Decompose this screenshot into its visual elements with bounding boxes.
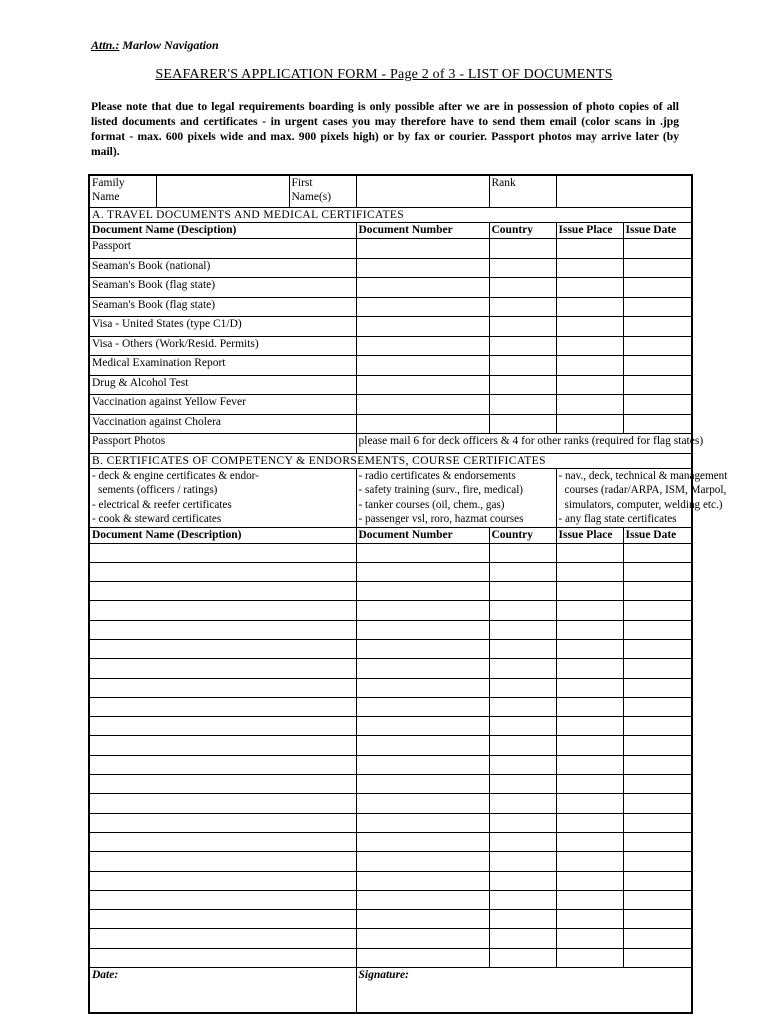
document-label: Visa - United States (type C1/D) — [89, 317, 356, 337]
issue-date-cell[interactable] — [623, 929, 692, 948]
issue-place-cell[interactable] — [556, 278, 623, 298]
issue-date-cell[interactable] — [623, 813, 692, 832]
first-names-label: First Name(s) — [289, 175, 356, 208]
cert-type-line: - cook & steward certificates — [92, 513, 222, 525]
cert-type-line: - passenger vsl, roro, hazmat courses — [358, 513, 524, 525]
cert-type-line: - nav., deck, technical & management — [558, 469, 728, 482]
document-number-cell[interactable] — [356, 414, 489, 434]
document-name-cell[interactable] — [89, 659, 356, 678]
document-number-cell[interactable] — [356, 395, 489, 415]
issue-date-cell[interactable] — [623, 582, 692, 601]
certificate-entry-row — [89, 639, 692, 658]
cert-type-line: simulators, computer, welding etc.) — [564, 498, 723, 511]
document-name-cell[interactable] — [89, 736, 356, 755]
document-row — [89, 258, 692, 278]
document-name-cell[interactable] — [89, 543, 356, 562]
country-cell[interactable] — [489, 697, 556, 716]
document-number-cell[interactable] — [356, 794, 489, 813]
certificate-entry-row — [89, 562, 692, 581]
issue-place-cell[interactable] — [556, 317, 623, 337]
document-name-cell[interactable] — [89, 620, 356, 639]
issue-date-cell[interactable] — [623, 395, 692, 415]
cert-type-line: - radio certificates & endorsements — [358, 469, 516, 482]
certificate-entry-row — [89, 697, 692, 716]
issue-place-cell[interactable] — [556, 582, 623, 601]
country-cell[interactable] — [489, 659, 556, 678]
family-name-label: Family Name — [89, 175, 156, 208]
country-cell[interactable] — [489, 678, 556, 697]
issue-date-cell[interactable] — [623, 948, 692, 967]
document-row — [89, 414, 692, 434]
document-label: Vaccination against Yellow Fever — [89, 395, 356, 415]
country-cell[interactable] — [489, 562, 556, 581]
certificate-entry-row — [89, 832, 692, 851]
documents-table — [88, 174, 728, 1014]
issue-date-cell[interactable] — [623, 659, 692, 678]
document-name-cell[interactable] — [89, 775, 356, 794]
document-name-cell[interactable] — [89, 678, 356, 697]
certificate-types-col1 — [89, 468, 356, 527]
document-number-cell[interactable] — [356, 910, 489, 929]
document-number-cell[interactable] — [356, 832, 489, 851]
country-cell[interactable] — [489, 375, 556, 395]
country-cell[interactable] — [489, 832, 556, 851]
document-number-cell[interactable] — [356, 297, 489, 317]
document-label: Drug & Alcohol Test — [89, 375, 356, 395]
rank-label: Rank — [489, 175, 556, 208]
issue-date-cell[interactable] — [623, 736, 692, 755]
issue-place-cell[interactable] — [556, 356, 623, 376]
issue-date-cell[interactable] — [623, 717, 692, 736]
document-name-cell[interactable] — [89, 717, 356, 736]
issue-date-cell[interactable] — [623, 278, 692, 298]
issue-place-cell[interactable] — [556, 601, 623, 620]
document-name-cell[interactable] — [89, 910, 356, 929]
attn-value: Marlow Navigation — [122, 38, 219, 52]
issue-place-cell[interactable] — [556, 755, 623, 774]
signature-field[interactable]: Signature: — [356, 968, 692, 1014]
cert-type-line: - electrical & reefer certificates — [92, 498, 232, 511]
cert-type-line: courses (radar/ARPA, ISM, Marpol, — [564, 484, 727, 496]
title-sep: - — [455, 67, 468, 82]
document-label: Vaccination against Cholera — [89, 414, 356, 434]
issue-place-cell[interactable] — [556, 794, 623, 813]
section-a-header-row — [89, 223, 692, 239]
issue-place-cell[interactable] — [556, 813, 623, 832]
section-b-header-row — [89, 527, 692, 543]
document-number-cell[interactable] — [356, 356, 489, 376]
document-number-cell[interactable] — [356, 258, 489, 278]
country-cell[interactable] — [489, 258, 556, 278]
document-number-cell[interactable] — [356, 239, 489, 259]
country-cell[interactable] — [489, 794, 556, 813]
issue-place-cell[interactable] — [556, 871, 623, 890]
issue-date-cell[interactable] — [623, 794, 692, 813]
country-cell[interactable] — [489, 620, 556, 639]
certificate-types-row — [89, 468, 692, 527]
family-name-field[interactable] — [156, 175, 289, 208]
country-cell[interactable] — [489, 414, 556, 434]
country-cell[interactable] — [489, 775, 556, 794]
attention-line — [91, 38, 219, 53]
cert-type-line: - deck & engine certificates & endor- — [92, 469, 259, 482]
certificate-entry-row — [89, 582, 692, 601]
document-name-cell[interactable] — [89, 813, 356, 832]
document-name-cell[interactable] — [89, 755, 356, 774]
country-cell[interactable] — [489, 755, 556, 774]
document-name-cell[interactable] — [89, 601, 356, 620]
section-a-title-row — [89, 208, 692, 223]
document-row — [89, 356, 692, 376]
document-number-cell[interactable] — [356, 601, 489, 620]
country-cell[interactable] — [489, 871, 556, 890]
document-number-cell[interactable] — [356, 813, 489, 832]
issue-place-cell[interactable] — [556, 395, 623, 415]
document-number-cell[interactable] — [356, 736, 489, 755]
document-label: Visa - Others (Work/Resid. Permits) — [89, 336, 356, 356]
document-number-cell[interactable] — [356, 871, 489, 890]
document-name-cell[interactable] — [89, 562, 356, 581]
country-cell[interactable] — [489, 336, 556, 356]
col-document-number: Document Number — [356, 223, 489, 239]
certificate-types-col2 — [356, 468, 556, 527]
country-cell[interactable] — [489, 317, 556, 337]
country-cell[interactable] — [489, 890, 556, 909]
issue-place-cell[interactable] — [556, 890, 623, 909]
country-cell[interactable] — [489, 639, 556, 658]
country-cell[interactable] — [489, 582, 556, 601]
first-names-field[interactable] — [356, 175, 489, 208]
country-cell[interactable] — [489, 929, 556, 948]
section-a-title: A. TRAVEL DOCUMENTS AND MEDICAL CERTIFICATES — [89, 208, 692, 223]
issue-place-cell[interactable] — [556, 852, 623, 871]
document-label: Passport — [89, 239, 356, 259]
country-cell[interactable] — [489, 813, 556, 832]
issue-date-cell[interactable] — [623, 356, 692, 376]
issue-place-cell[interactable] — [556, 414, 623, 434]
issue-place-cell[interactable] — [556, 717, 623, 736]
issue-date-cell[interactable] — [623, 852, 692, 871]
issue-date-cell[interactable] — [623, 910, 692, 929]
document-number-cell[interactable] — [356, 278, 489, 298]
document-name-cell[interactable] — [89, 871, 356, 890]
col-issue-place: Issue Place — [556, 223, 623, 239]
certificate-entry-row — [89, 755, 692, 774]
issue-date-cell[interactable] — [623, 832, 692, 851]
certificate-entry-row — [89, 659, 692, 678]
document-row — [89, 395, 692, 415]
issue-date-cell[interactable] — [623, 697, 692, 716]
cert-type-line: sements (officers / ratings) — [98, 484, 218, 496]
country-cell[interactable] — [489, 910, 556, 929]
document-number-cell[interactable] — [356, 639, 489, 658]
issue-date-cell[interactable] — [623, 639, 692, 658]
col-document-name: Document Name (Description) — [89, 527, 356, 543]
issue-place-cell[interactable] — [556, 775, 623, 794]
document-name-cell[interactable] — [89, 890, 356, 909]
country-cell[interactable] — [489, 717, 556, 736]
issue-date-cell[interactable] — [623, 871, 692, 890]
col-issue-place: Issue Place — [556, 527, 623, 543]
issue-date-cell[interactable] — [623, 755, 692, 774]
document-number-cell[interactable] — [356, 659, 489, 678]
col-issue-date: Issue Date — [623, 223, 692, 239]
issue-date-cell[interactable] — [623, 414, 692, 434]
issue-date-cell[interactable] — [623, 562, 692, 581]
form-title-page: Page 2 of 3 — [390, 67, 456, 82]
country-cell[interactable] — [489, 601, 556, 620]
issue-date-cell[interactable] — [623, 317, 692, 337]
document-label: Medical Examination Report — [89, 356, 356, 376]
issue-place-cell[interactable] — [556, 678, 623, 697]
document-label: Seaman's Book (flag state) — [89, 297, 356, 317]
issue-date-cell[interactable] — [623, 775, 692, 794]
document-number-cell[interactable] — [356, 929, 489, 948]
document-name-cell[interactable] — [89, 929, 356, 948]
signature-row — [89, 968, 692, 1014]
country-cell[interactable] — [489, 297, 556, 317]
col-issue-date: Issue Date — [623, 527, 692, 543]
document-number-cell[interactable] — [356, 562, 489, 581]
document-number-cell[interactable] — [356, 375, 489, 395]
issue-date-cell[interactable] — [623, 336, 692, 356]
issue-place-cell[interactable] — [556, 297, 623, 317]
document-number-cell[interactable] — [356, 543, 489, 562]
country-cell[interactable] — [489, 278, 556, 298]
col-country: Country — [489, 527, 556, 543]
country-cell[interactable] — [489, 736, 556, 755]
document-number-cell[interactable] — [356, 948, 489, 967]
certificate-entry-row — [89, 678, 692, 697]
issue-date-cell[interactable] — [623, 543, 692, 562]
cert-type-line: - tanker courses (oil, chem., gas) — [358, 498, 505, 511]
document-row — [89, 375, 692, 395]
issue-date-cell[interactable] — [623, 258, 692, 278]
document-number-cell[interactable] — [356, 697, 489, 716]
col-document-name: Document Name (Desciption) — [89, 223, 356, 239]
document-row — [89, 239, 692, 259]
issue-place-cell[interactable] — [556, 948, 623, 967]
document-row — [89, 297, 692, 317]
country-cell[interactable] — [489, 852, 556, 871]
passport-photos-row — [89, 434, 692, 454]
rank-field[interactable] — [556, 175, 692, 208]
issue-date-cell[interactable] — [623, 297, 692, 317]
certificate-entry-row — [89, 929, 692, 948]
form-title-main: SEAFARER'S APPLICATION FORM — [155, 67, 378, 82]
certificate-entry-row — [89, 890, 692, 909]
issue-date-cell[interactable] — [623, 239, 692, 259]
cert-type-line: - any flag state certificates — [558, 513, 677, 525]
form-title-list: LIST OF DOCUMENTS — [467, 67, 613, 82]
document-number-cell[interactable] — [356, 317, 489, 337]
issue-date-cell[interactable] — [623, 375, 692, 395]
issue-date-cell[interactable] — [623, 601, 692, 620]
certificate-entry-row — [89, 601, 692, 620]
issue-place-cell[interactable] — [556, 659, 623, 678]
col-country: Country — [489, 223, 556, 239]
certificate-entry-row — [89, 910, 692, 929]
country-cell[interactable] — [489, 948, 556, 967]
country-cell[interactable] — [489, 543, 556, 562]
document-number-cell[interactable] — [356, 336, 489, 356]
issue-date-cell[interactable] — [623, 620, 692, 639]
document-number-cell[interactable] — [356, 678, 489, 697]
document-number-cell[interactable] — [356, 890, 489, 909]
document-label: Seaman's Book (national) — [89, 258, 356, 278]
section-b-title: B. CERTIFICATES OF COMPETENCY & ENDORSEMENTS, COURSE CERTIFICATES — [89, 453, 692, 468]
document-number-cell[interactable] — [356, 620, 489, 639]
document-row — [89, 278, 692, 298]
document-number-cell[interactable] — [356, 755, 489, 774]
document-name-cell[interactable] — [89, 639, 356, 658]
applicant-row — [89, 175, 692, 208]
document-number-cell[interactable] — [356, 852, 489, 871]
country-cell[interactable] — [489, 356, 556, 376]
document-name-cell[interactable] — [89, 832, 356, 851]
issue-place-cell[interactable] — [556, 239, 623, 259]
certificate-entry-row — [89, 871, 692, 890]
document-label: Seaman's Book (flag state) — [89, 278, 356, 298]
issue-place-cell[interactable] — [556, 336, 623, 356]
certificate-entry-row — [89, 775, 692, 794]
issue-place-cell[interactable] — [556, 620, 623, 639]
country-cell[interactable] — [489, 239, 556, 259]
country-cell[interactable] — [489, 395, 556, 415]
document-name-cell[interactable] — [89, 582, 356, 601]
passport-photos-note: please mail 6 for deck officers & 4 for other ranks (required for flag states) — [356, 434, 692, 454]
document-name-cell[interactable] — [89, 948, 356, 967]
document-name-cell[interactable] — [89, 852, 356, 871]
date-field[interactable]: Date: — [89, 968, 356, 1014]
document-number-cell[interactable] — [356, 582, 489, 601]
issue-place-cell[interactable] — [556, 258, 623, 278]
issue-place-cell[interactable] — [556, 543, 623, 562]
certificate-types-col3 — [556, 468, 728, 527]
certificate-entry-row — [89, 794, 692, 813]
issue-place-cell[interactable] — [556, 639, 623, 658]
certificate-entry-row — [89, 543, 692, 562]
section-b-title-row — [89, 453, 692, 468]
issue-date-cell[interactable] — [623, 678, 692, 697]
certificate-entry-row — [89, 717, 692, 736]
issue-place-cell[interactable] — [556, 375, 623, 395]
issue-date-cell[interactable] — [623, 890, 692, 909]
issue-place-cell[interactable] — [556, 736, 623, 755]
document-number-cell[interactable] — [356, 775, 489, 794]
col-document-number: Document Number — [356, 527, 489, 543]
form-title — [0, 67, 768, 83]
title-sep: - — [377, 67, 391, 82]
certificate-entry-row — [89, 948, 692, 967]
certificate-entry-row — [89, 852, 692, 871]
document-name-cell[interactable] — [89, 697, 356, 716]
document-row — [89, 336, 692, 356]
cert-type-line: - safety training (surv., fire, medical) — [358, 484, 524, 496]
certificate-entry-row — [89, 813, 692, 832]
document-row — [89, 317, 692, 337]
certificate-entry-row — [89, 736, 692, 755]
certificate-entry-rows — [89, 543, 692, 968]
passport-photos-label: Passport Photos — [89, 434, 356, 454]
issue-place-cell[interactable] — [556, 929, 623, 948]
issue-place-cell[interactable] — [556, 910, 623, 929]
issue-place-cell[interactable] — [556, 832, 623, 851]
issue-place-cell[interactable] — [556, 562, 623, 581]
legal-notice: Please note that due to legal requirements boarding is only possible after we are in possession of photo copies of all listed documents and certificates - in urgent cases you may therefore have to send them email (color scans in .jpg format - max. 600 pixels wide and max. 900 pixels high) or by fax or courier. Passport photos may arrive later (by mail). — [91, 100, 679, 158]
certificate-entry-row — [89, 620, 692, 639]
issue-place-cell[interactable] — [556, 697, 623, 716]
attn-label: Attn.: — [91, 38, 120, 52]
document-number-cell[interactable] — [356, 717, 489, 736]
document-name-cell[interactable] — [89, 794, 356, 813]
